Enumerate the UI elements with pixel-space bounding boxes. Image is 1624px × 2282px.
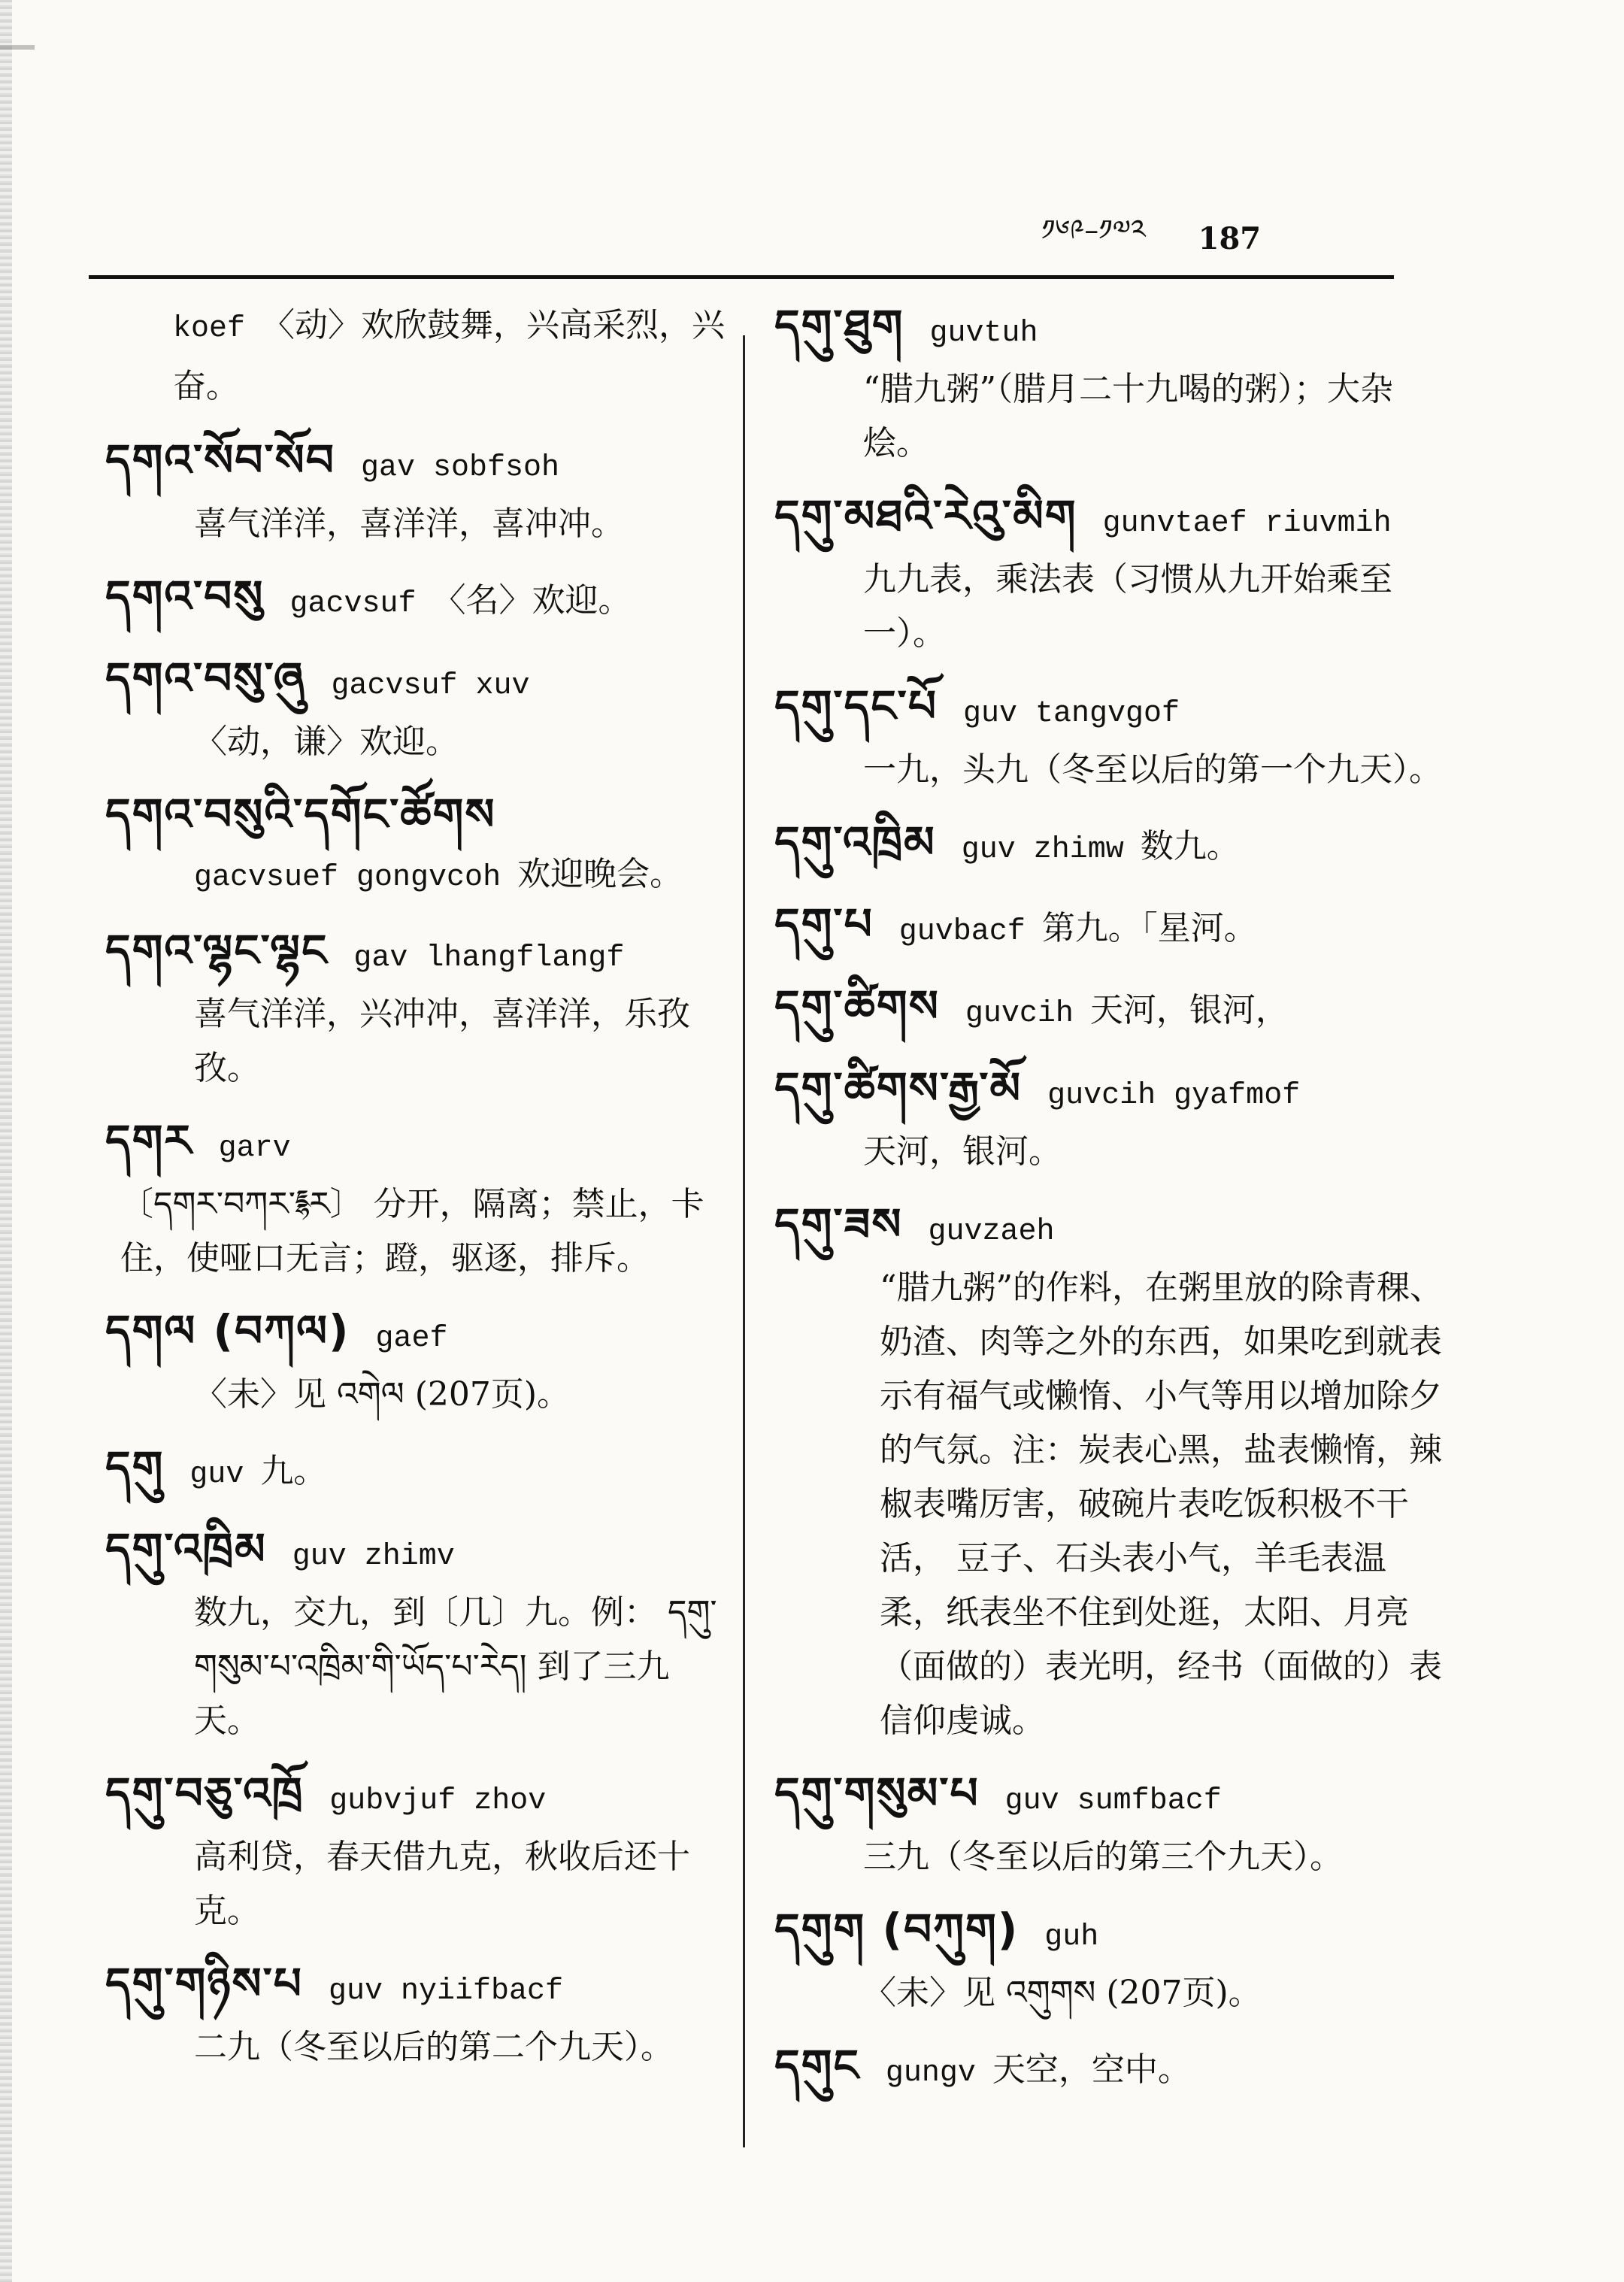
entry-definition: 九九表，乘法表（习惯从九开始乘至一）。: [863, 560, 1392, 653]
entry-headword: དགུང: [774, 2040, 860, 2091]
page-header: [1041, 212, 1372, 265]
entry-romanization: guvcih: [965, 997, 1074, 1031]
entry-definition: 天河，银河，: [1089, 991, 1289, 1029]
header-rule: [89, 275, 1394, 279]
entry-definition: 〔དགར་བཀར་཈ར〕 分开，隔离；禁止，卡住，使哑口无言；蹬，驱逐，排斥。: [120, 1185, 704, 1277]
entry-headword: དགའ་ལྷང་ལྷང: [105, 925, 329, 976]
dictionary-entry: [105, 1955, 729, 2074]
entry-definition: “腊九粥”（腊月二十九喝的粥）；大杂烩。: [863, 370, 1393, 462]
entry-definition: 喜气洋洋，兴冲冲，喜洋洋，乐孜孜。: [194, 995, 690, 1087]
dictionary-entry: [774, 1196, 1451, 1748]
entry-headword: དགུ་གཉིས་པ: [105, 1958, 303, 2009]
entry-romanization: guvzaeh: [928, 1215, 1055, 1249]
dictionary-entry: [774, 1765, 1451, 1884]
entry-definition: 三九（冬至以后的第三个九天）。: [863, 1838, 1343, 1876]
dictionary-entry: [105, 1112, 729, 1286]
dictionary-entry: [774, 2037, 1451, 2102]
entry-romanization: guv sumfbacf: [1004, 1784, 1222, 1818]
dictionary-entry: [105, 432, 729, 551]
entry-romanization: gacvsuef gongvcoh: [194, 861, 501, 895]
entry-headword: དགུ་ཟས: [774, 1199, 903, 1250]
entry-romanization: guv: [189, 1458, 244, 1492]
entry-romanization: garv: [218, 1132, 291, 1165]
page-number: 187: [1198, 220, 1262, 256]
entry-romanization: guv nyiifbacf: [328, 1974, 564, 2008]
entry-definition: 一九，头九（冬至以后的第一个九天）。: [863, 750, 1442, 789]
entry-romanization: guvbacf: [898, 915, 1026, 949]
left-column: [105, 297, 729, 2091]
entry-definition: 第九。「星河。: [1041, 909, 1257, 947]
dictionary-entry: [774, 1901, 1451, 2020]
entry-definition: 〈名〉欢迎。: [432, 581, 632, 620]
entry-headword: དགའ་བསུ་ཞུ: [105, 653, 306, 704]
dictionary-entry: [774, 487, 1451, 661]
entry-headword: དགལ (བཀལ): [105, 1305, 350, 1356]
right-column: [774, 297, 1451, 2119]
dictionary-entry: [774, 297, 1451, 471]
entry-romanization: gacvsuf xuv: [331, 669, 530, 703]
dictionary-entry: [105, 297, 729, 415]
entry-definition: 欢迎晚会。: [517, 855, 683, 893]
entry-definition: 〈动，谦〉欢迎。: [194, 723, 459, 761]
entry-headword: དགུ་ཐུག: [774, 300, 904, 351]
entry-headword: དགའ་བསུ: [105, 571, 265, 622]
entry-definition: 九。: [260, 1452, 327, 1490]
dictionary-entry: [105, 1302, 729, 1422]
dictionary-entry: [105, 650, 729, 769]
entry-definition: 〈动〉欢欣鼓舞，兴高采烈，兴奋。: [173, 306, 726, 405]
dictionary-entry: [774, 1059, 1451, 1179]
entry-romanization: koef: [173, 312, 246, 346]
entry-romanization: gungv: [885, 2056, 976, 2090]
entry-definition: 天空，空中。: [992, 2050, 1191, 2089]
entry-headword: དགའ་བསུའི་དགོང་ཚོགས: [105, 789, 496, 840]
entry-headword: དགུ་པ: [774, 899, 874, 950]
scan-edge: [0, 0, 12, 2282]
entry-romanization: guvcih gyafmof: [1047, 1079, 1301, 1113]
dictionary-entry: [105, 1765, 729, 1938]
entry-definition: 〈未〉见 འགུགས (207页)。: [863, 1974, 1262, 2012]
entry-definition: 数九，交九，到〔几〕九。例： དགུ་གསུམ་པ་འཁྲིམ་གི་ཡོད་པ་རེད། 到了三九天。: [194, 1593, 717, 1740]
entry-headword: དགུག (བཀུག): [774, 1904, 1020, 1955]
entry-romanization: gav sobfsoh: [360, 451, 560, 485]
entry-headword: དགུ་ཚིགས: [774, 980, 940, 1032]
entry-definition: 天河，银河。: [863, 1132, 1062, 1171]
entry-headword: དགུ་ཚིགས་རྒྱ་མོ: [774, 1062, 1023, 1114]
entry-romanization: guvtuh: [929, 317, 1038, 350]
entry-definition: “腊九粥”的作料，在粥里放的除青稞、奶渣、肉等之外的东西，如果吃到就表示有福气或懒惰、小气等用以增加除夕的气氛。注：炭表心黑，盐表懒惰，辣椒表嘴厉害，破碗片表吃饭积极不干活， 豆子、石头表小气，羊毛表温柔，纸表坐不住到处逛，太阳、月亮（面做的）表光明，经书（面做的）表信仰虔诚。: [880, 1268, 1443, 1740]
entry-definition: 〈未〉见 འགེལ (207页)。: [194, 1375, 571, 1414]
entry-romanization: gubvjuf zhov: [329, 1784, 547, 1818]
entry-romanization: guv zhimv: [292, 1540, 455, 1574]
entry-headword: དགུ་གསུམ་པ: [774, 1768, 980, 1819]
dictionary-entry: [105, 1438, 729, 1504]
entry-romanization: guv tangvgof: [963, 697, 1180, 731]
entry-definition: 喜气洋洋，喜洋洋，喜冲冲。: [194, 505, 624, 543]
dictionary-entry: [105, 786, 729, 905]
entry-romanization: guv zhimw: [961, 833, 1124, 867]
dictionary-entry: [774, 896, 1451, 961]
entry-headword: དགུ: [105, 1441, 165, 1493]
entry-headword: དགུ་དང་པོ: [774, 680, 938, 732]
entry-headword: དགུ་མཐའི་རེའུ་མིག: [774, 490, 1077, 541]
entry-headword: དགུ་འཁྲིམ: [105, 1523, 267, 1574]
entry-definition: 数九。: [1140, 827, 1240, 865]
entry-romanization: guh: [1044, 1920, 1099, 1954]
scan-mark: [0, 45, 35, 50]
dictionary-entry: [774, 814, 1451, 879]
dictionary-entry: [774, 977, 1451, 1043]
entry-definition: 二九（冬至以后的第二个九天）。: [194, 2028, 674, 2066]
entry-romanization: gacvsuf: [289, 587, 417, 621]
entry-romanization: gav lhangflangf: [353, 941, 625, 975]
dictionary-entry: [774, 677, 1451, 797]
entry-romanization: gunvtaef riuvmih: [1102, 507, 1392, 541]
dictionary-entry: [105, 1520, 729, 1748]
dictionary-entry: [105, 568, 729, 633]
column-divider: [743, 335, 745, 2147]
entry-headword: དགུ་བཅུ་འཁྲོ: [105, 1768, 304, 1819]
entry-headword: དགུ་འཁྲིམ: [774, 817, 936, 868]
entry-romanization: gaef: [375, 1322, 448, 1356]
entry-definition: 高利贷，春天借九克，秋收后还十克。: [194, 1838, 690, 1930]
page-header-range: ༡༦༩–༡༧༢: [1041, 213, 1146, 247]
dictionary-entry: [105, 922, 729, 1096]
entry-headword: དགར: [105, 1115, 193, 1166]
entry-headword: དགའ་སོབ་སོབ: [105, 435, 335, 486]
